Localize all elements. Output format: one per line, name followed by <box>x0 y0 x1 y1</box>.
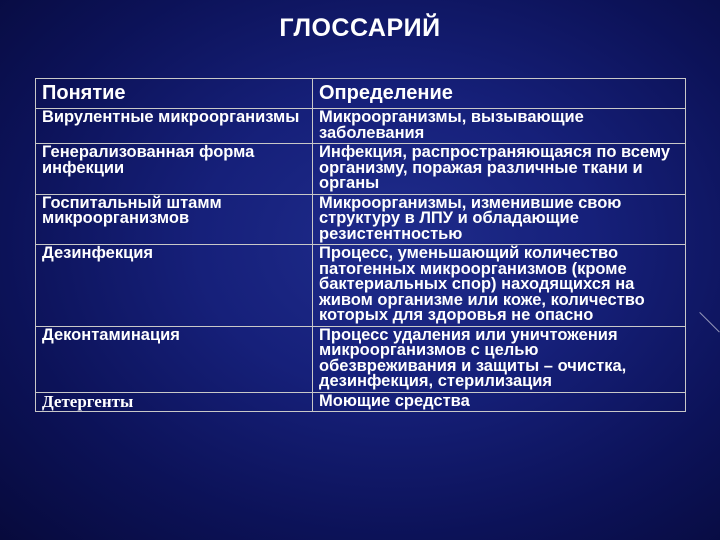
term-cell: Вирулентные микроорганизмы <box>36 109 313 144</box>
definition-cell: Процесс, уменьшающий количество патогенных микроорганизмов (кроме бактериальных спор) находящихся на живом организме или коже, количество которых для здоровья не опасно <box>313 245 686 327</box>
table-row <box>36 326 686 392</box>
term-cell: Дезинфекция <box>36 245 313 327</box>
term-cell: Деконтаминация <box>36 326 313 392</box>
term-cell: Детергенты <box>36 392 313 412</box>
definition-cell: Моющие средства <box>313 392 686 412</box>
definition-cell: Микроорганизмы, изменившие свою структуру в ЛПУ и обладающие резистентностью <box>313 194 686 245</box>
definition-cell: Инфекция, распространяющаяся по всему организму, поражая различные ткани и органы <box>313 144 686 195</box>
table-row <box>36 144 686 195</box>
header-term: Понятие <box>36 79 313 109</box>
glossary-table <box>35 78 686 412</box>
term-cell: Госпитальный штамм микроорганизмов <box>36 194 313 245</box>
table-row <box>36 245 686 327</box>
table-row <box>36 194 686 245</box>
header-definition: Определение <box>313 79 686 109</box>
table-row <box>36 392 686 412</box>
slide-title: ГЛОССАРИЙ <box>279 14 441 42</box>
definition-cell: Микроорганизмы, вызывающие заболевания <box>313 109 686 144</box>
decorative-line <box>699 312 720 333</box>
definition-cell: Процесс удаления или уничтожения микроорганизмов с целью обезвреживания и защиты – очистка, дезинфекция, стерилизация <box>313 326 686 392</box>
table-header-row <box>36 79 686 109</box>
table-row <box>36 109 686 144</box>
term-cell: Генерализованная форма инфекции <box>36 144 313 195</box>
